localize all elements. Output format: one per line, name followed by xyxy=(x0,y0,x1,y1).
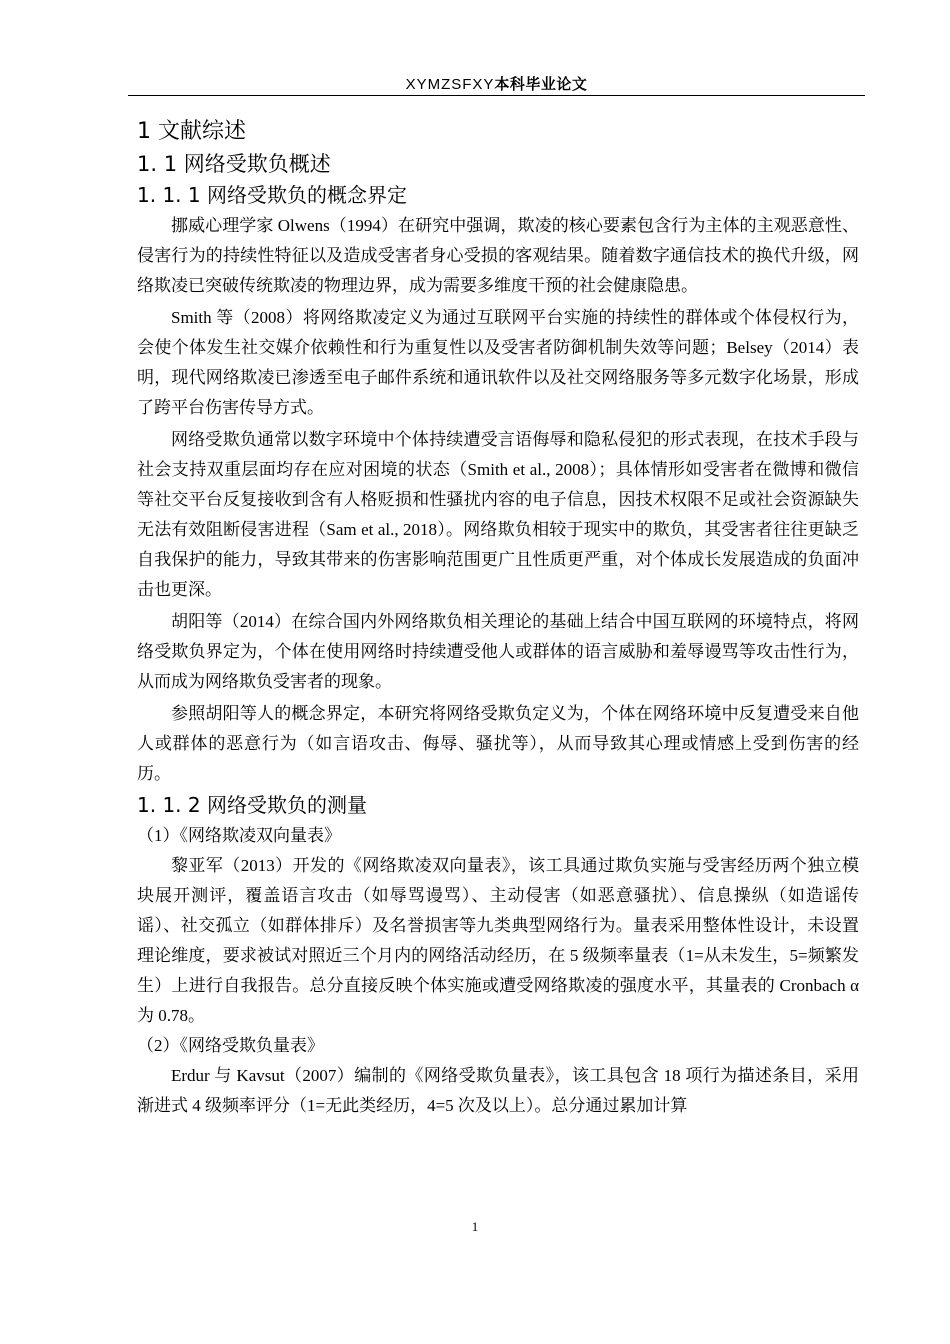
chapter-heading: 1 文献综述 xyxy=(137,119,246,144)
header-code: XYMZSFXY xyxy=(405,76,495,93)
section-heading: 1. 1 网络受欺负概述 xyxy=(137,152,331,176)
page-header xyxy=(128,73,865,96)
list-item-label: （2）《网络受欺负量表》 xyxy=(137,1036,324,1055)
subsection-heading-measurement: 1. 1. 2 网络受欺负的测量 xyxy=(137,793,367,817)
paragraph: 胡阳等（2014）在综合国内外网络欺负相关理论的基础上结合中国互联网的环境特点，将网络受欺负界定为，个体在使用网络时持续遭受他人或群体的语言威胁和羞辱谩骂等攻击性行为，从而成为网络欺负受害者的现象。 xyxy=(137,612,859,691)
paragraph: 网络受欺负通常以数字环境中个体持续遭受言语侮辱和隐私侵犯的形式表现，在技术手段与社会支持双重层面均存在应对困境的状态（Smith et al., 2008）；具体情形如受害者在微博和微信等社交平台反复接收到含有人格贬损和性骚扰内容的电子信息，因技术权限不足或社会资源缺失无法有效阻断侵害进程（Sam et al., 2018）。网络欺负相较于现实中的欺负，其受害者往往更缺乏自我保护的能力，导致其带来的伤害影响范围更广且性质更严重，对个体成长发展造成的负面冲击也更深。 xyxy=(137,430,859,599)
page-number: 1 xyxy=(471,1219,479,1234)
page-content xyxy=(137,115,859,1121)
paragraph: Smith 等（2008）将网络欺凌定义为通过互联网平台实施的持续性的群体或个体侵权行为，会使个体发生社交媒介依赖性和行为重复性以及受害者防御机制失效等问题；Belsey（2014）表明，现代网络欺凌已渗透至电子邮件系统和通讯软件以及社交网络服务等多元数字化场景，形成了跨平台伤害传导方式。 xyxy=(137,308,859,417)
paragraph: 挪威心理学家 Olwens（1994）在研究中强调，欺凌的核心要素包含行为主体的主观恶意性、侵害行为的持续性特征以及造成受害者身心受损的客观结果。随着数字通信技术的换代升级，网络欺凌已突破传统欺凌的物理边界，成为需要多维度干预的社会健康隐患。 xyxy=(137,216,859,295)
paragraph: 参照胡阳等人的概念界定，本研究将网络受欺负定义为，个体在网络环境中反复遭受来自他人或群体的恶意行为（如言语攻击、侮辱、骚扰等），从而导致其心理或情感上受到伤害的经历。 xyxy=(137,704,859,783)
header-title: 本科毕业论文 xyxy=(494,75,588,93)
paragraph: Erdur 与 Kavsut（2007）编制的《网络受欺负量表》，该工具包含 18 项行为描述条目，采用渐进式 4 级频率评分（1=无此类经历，4=5 次及以上）。总分通过累加计算 xyxy=(137,1066,859,1115)
paragraph: 黎亚军（2013）开发的《网络欺凌双向量表》，该工具通过欺负实施与受害经历两个独立模块展开测评，覆盖语言攻击（如辱骂谩骂）、主动侵害（如恶意骚扰）、信息操纵（如造谣传谣）、社交孤立（如群体排斥）及名誉损害等九类典型网络行为。量表采用整体性设计，未设置理论维度，要求被试对照近三个月内的网络活动经历，在 5 级频率量表（1=从未发生，5=频繁发生）上进行自我报告。总分直接反映个体实施或遭受网络欺凌的强度水平，其量表的 Cronbach α为 0.78。 xyxy=(137,856,859,1025)
list-item-label: （1）《网络欺凌双向量表》 xyxy=(137,826,341,845)
subsection-heading-definition: 1. 1. 1 网络受欺负的概念界定 xyxy=(137,183,407,207)
